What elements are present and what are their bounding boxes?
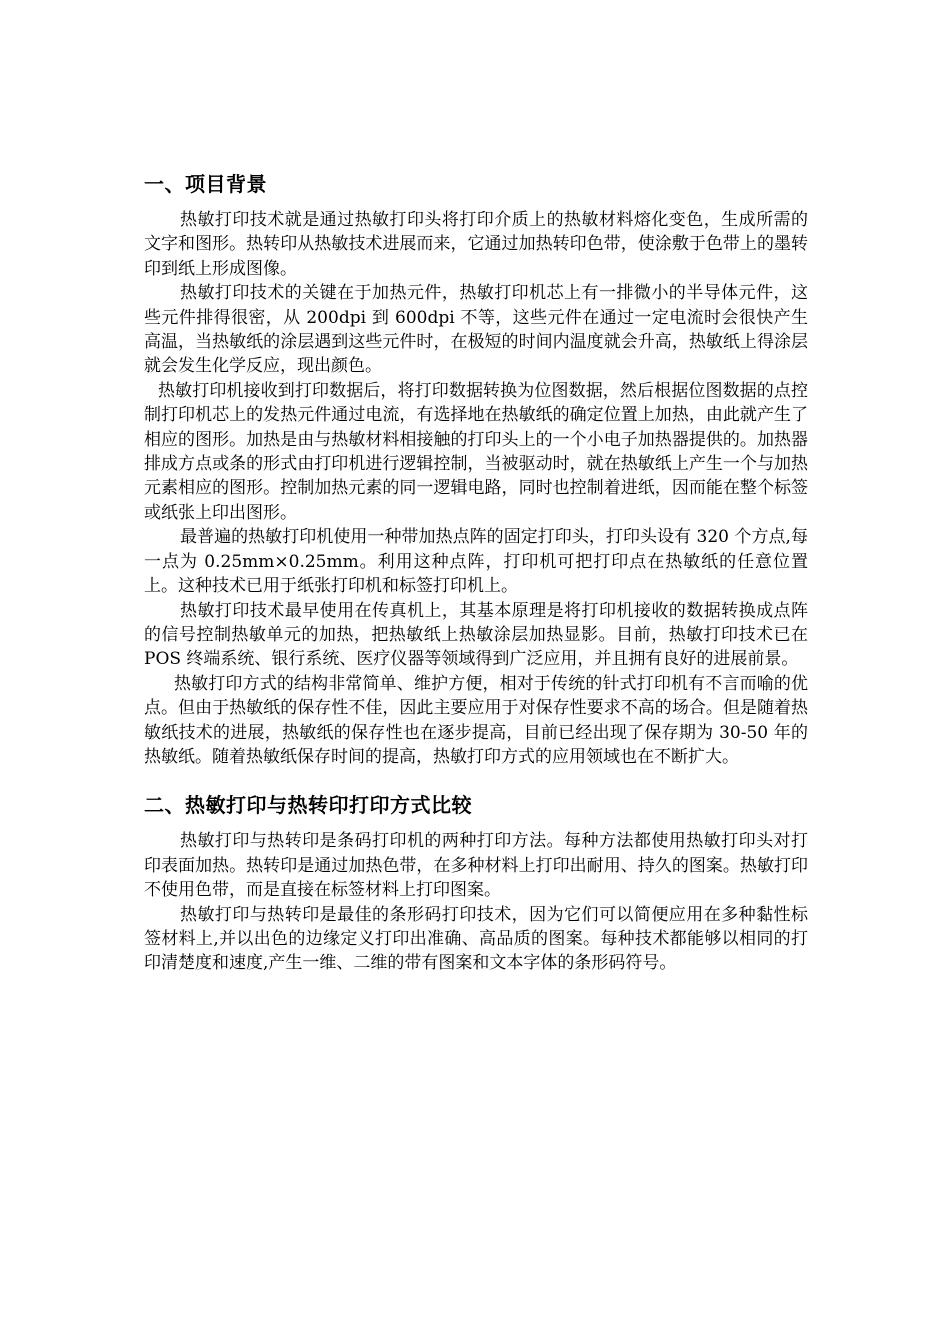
section-1-heading: 一、项目背景 — [144, 172, 267, 196]
section-1-paragraph-6: 热敏打印方式的结构非常简单、维护方便，相对于传统的针式打印机有不言而喻的优点。但由于热敏纸的保存性不佳，因此主要应用于对保存性要求不高的场合。但是随着热敏纸技术的进展，热敏纸的保存性也在逐步提高，目前已经出现了保存期为 30-50 年的热敏纸。随着热敏纸保存时间的提高，热敏打印方式的应用领域也在不断扩大。 — [144, 673, 808, 767]
document-body — [144, 170, 808, 976]
section-1-paragraph-5: 热敏打印技术最早使用在传真机上，其基本原理是将打印机接收的数据转换成点阵的信号控制热敏单元的加热，把热敏纸上热敏涂层加热显影。目前，热敏打印技术已在 POS 终端系统、银行系统、医疗仪器等领域得到广泛应用，并且拥有良好的进展前景。 — [144, 600, 808, 670]
section-1-paragraph-4: 最普遍的热敏打印机使用一种带加热点阵的固定打印头，打印头设有 320 个方点,每一点为 0.25mm×0.25mm。利用这种点阵，打印机可把打印点在热敏纸的任意位置上。这种技术已用于纸张打印机和标签打印机上。 — [144, 527, 808, 597]
section-1-paragraph-1: 热敏打印技术就是通过热敏打印头将打印介质上的热敏材料熔化变色，生成所需的文字和图形。热转印从热敏技术进展而来，它通过加热转印色带，使涂敷于色带上的墨转印到纸上形成图像。 — [144, 210, 808, 279]
section-2-paragraph-2: 热敏打印与热转印是最佳的条形码打印技术，因为它们可以简便应用在多种黏性标签材料上,并以出色的边缘定义打印出准确、高品质的图案。每种技术都能够以相同的打印清楚度和速度,产生一维、二维的带有图案和文本字体的条形码符号。 — [144, 904, 808, 974]
section-1-paragraph-3: 热敏打印机接收到打印数据后，将打印数据转换为位图数据，然后根据位图数据的点控制打印机芯上的发热元件通过电流，有选择地在热敏纸的确定位置上加热，由此就产生了相应的图形。加热是由与热敏材料相接触的打印头上的一个小电子加热器提供的。加热器排成方点或条的形式由打印机进行逻辑控制，当被驱动时，就在热敏纸上产生一个与加热元素相应的图形。控制加热元素的同一逻辑电路，同时也控制着进纸，因而能在整个标签或纸张上印出图形。 — [144, 380, 808, 523]
section-1-paragraph-2: 热敏打印技术的关键在于加热元件，热敏打印机芯上有一排微小的半导体元件，这些元件排得很密，从 200dpi 到 600dpi 不等，这些元件在通过一定电流时会很快产生高温，当热敏纸的涂层遇到这些元件时，在极短的时间内温度就会升高，热敏纸上得涂层就会发生化学反应，现出颜色。 — [144, 283, 808, 377]
section-2-heading: 二、热敏打印与热转印打印方式比较 — [144, 793, 472, 818]
section-2-paragraph-1: 热敏打印与热转印是条码打印机的两种打印方法。每种方法都使用热敏打印头对打印表面加热。热转印是通过加热色带，在多种材料上打印出耐用、持久的图案。热敏打印不使用色带，而是直接在标签材料上打印图案。 — [144, 831, 808, 901]
